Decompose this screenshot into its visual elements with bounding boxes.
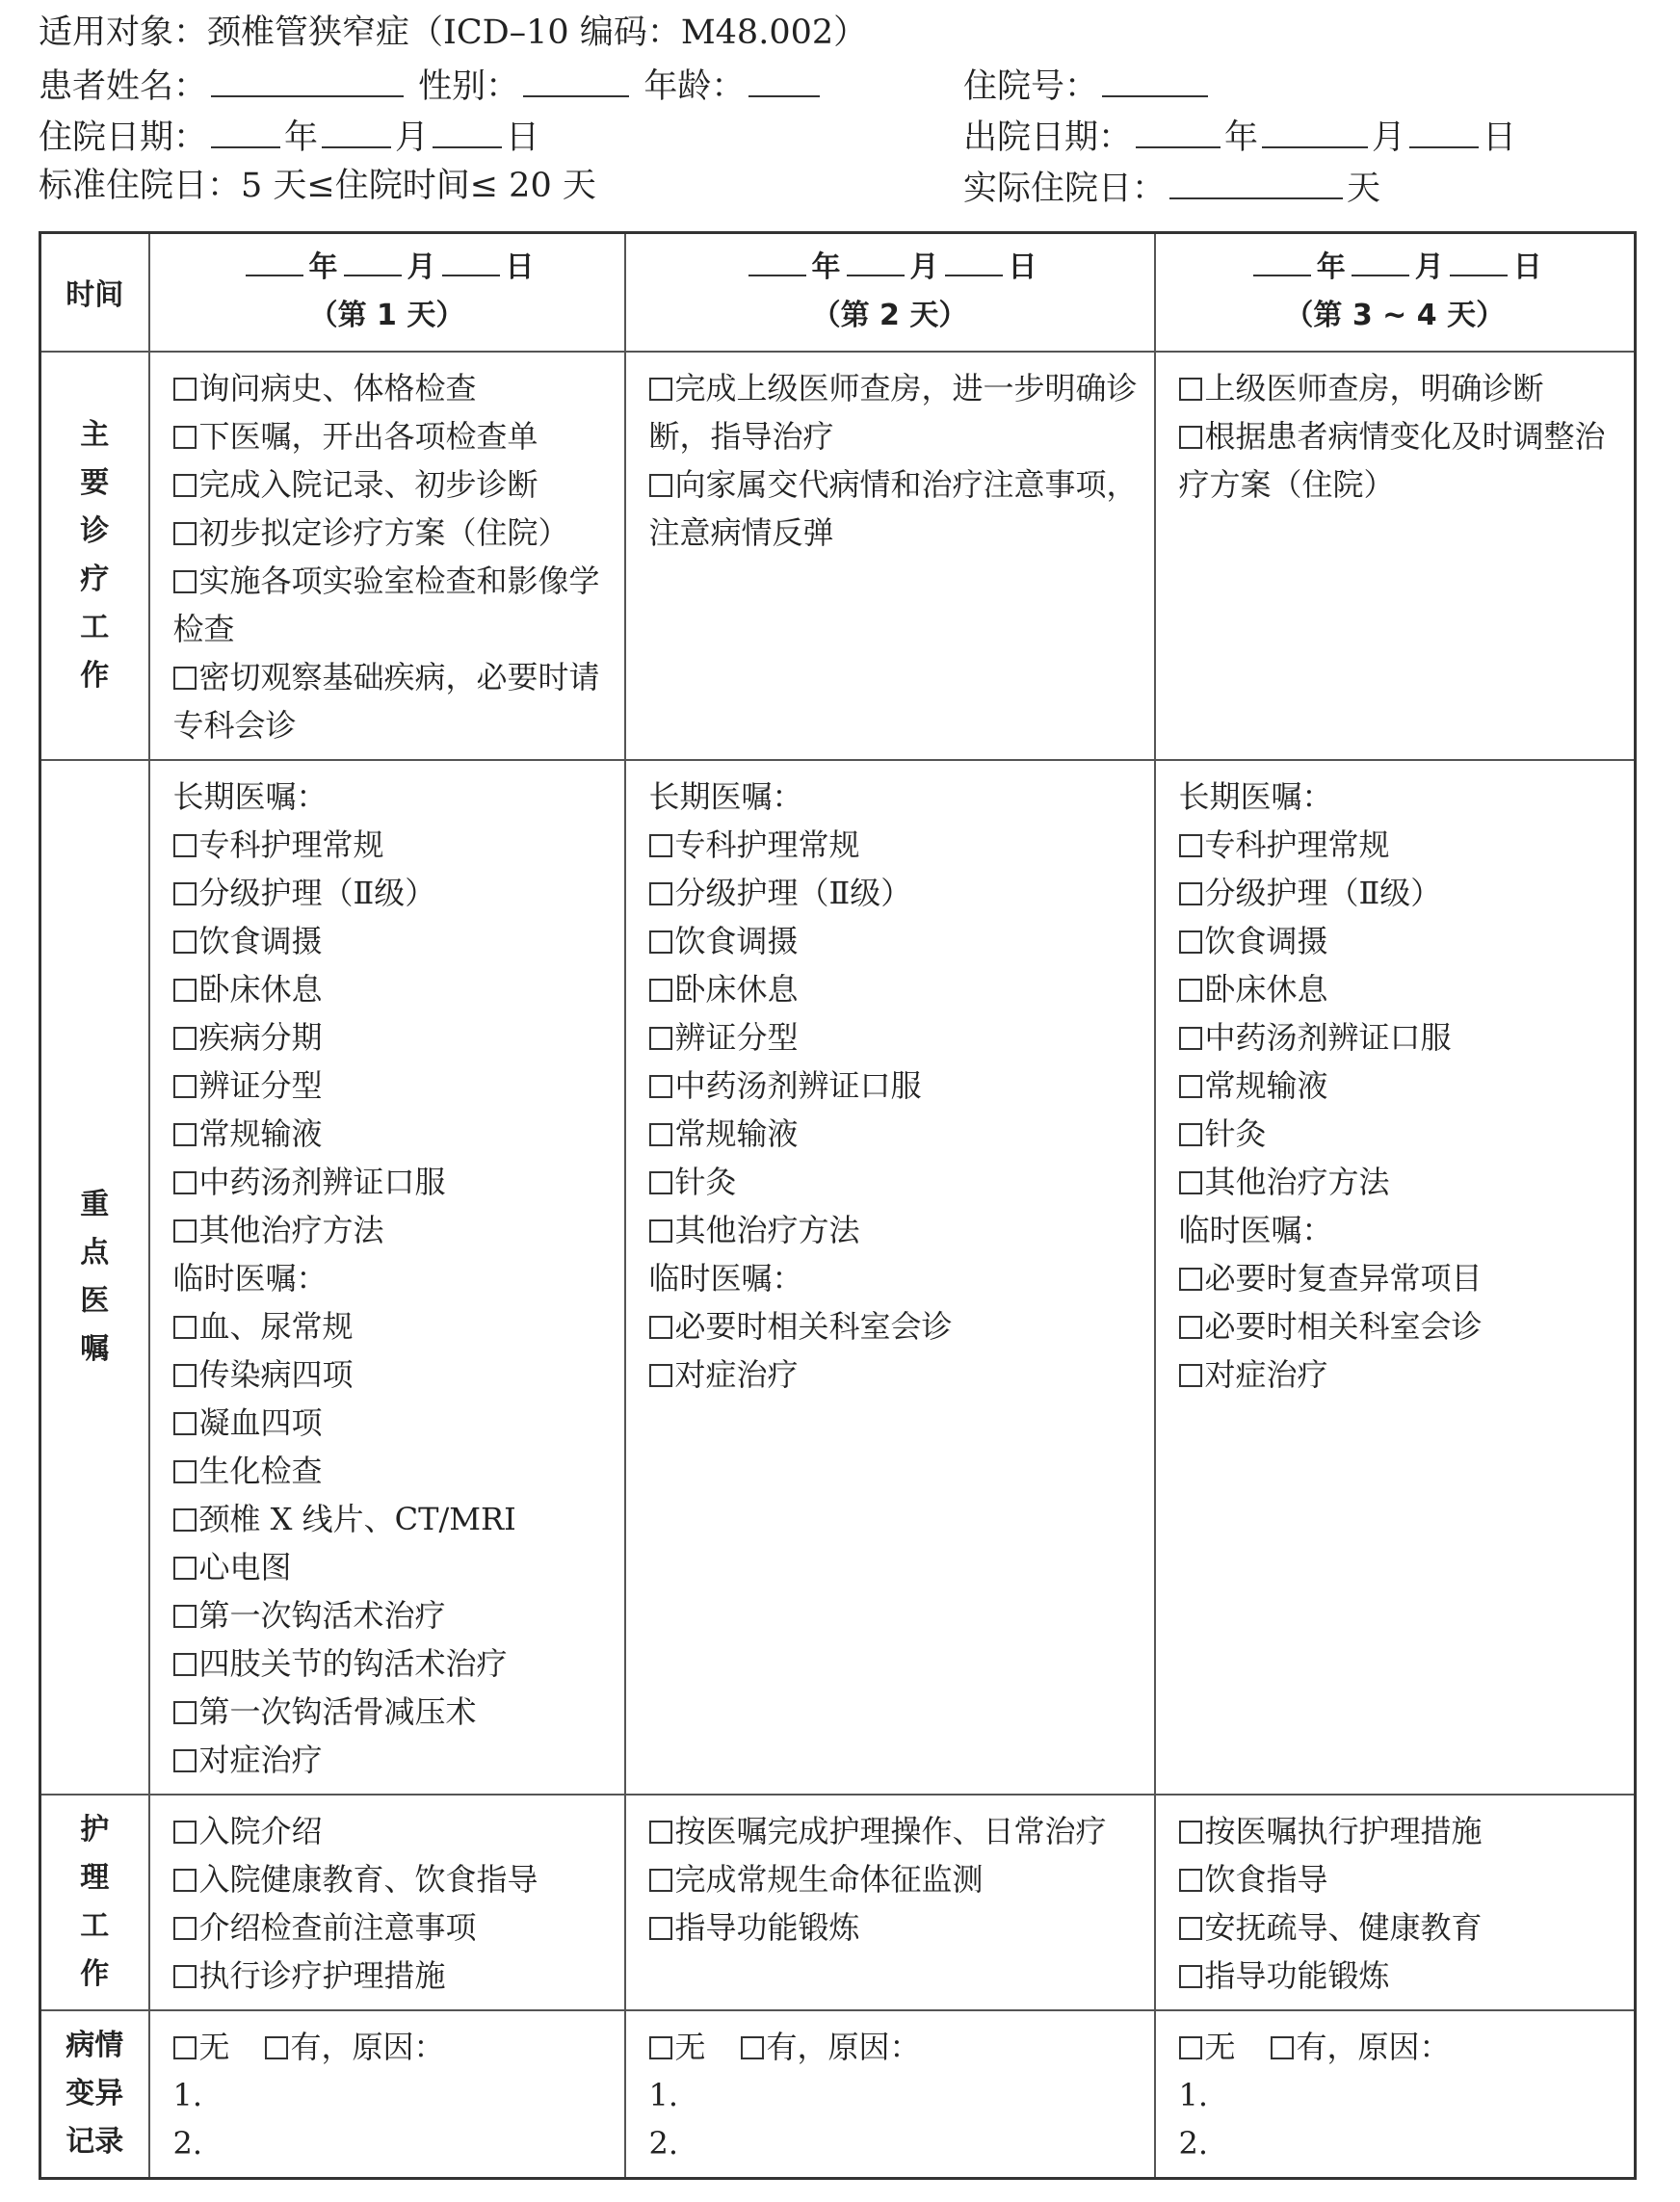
target-line: 适用对象：颈椎管狭窄症（ICD–10 编码：M48.002） (39, 13, 868, 52)
checkbox[interactable] (173, 1075, 197, 1098)
nursing-row (40, 1795, 1636, 2010)
form-header (39, 8, 1638, 212)
checkbox[interactable] (649, 378, 672, 401)
checkbox-none[interactable] (173, 2036, 197, 2059)
orders-day1: 长期医嘱： 专科护理常规 分级护理（Ⅱ级） 饮食调摄 卧床休息 疾病分期 辨证分型 常规输液 中药汤剂辨证口服 其他治疗方法 临时医嘱： 血、尿常规 传染病四项 凝血四项 生化检查 颈椎 X 线片、CT/MRI 心电图 第一次钩活术治疗 四肢关节的钩活术治疗 第一次钩活骨减压术 对症治疗 (149, 760, 625, 1795)
checkbox[interactable] (649, 1171, 672, 1194)
checkbox[interactable] (173, 1917, 197, 1940)
day2-label: （第 2 天） (811, 299, 968, 333)
orders-day3: 长期医嘱： 专科护理常规 分级护理（Ⅱ级） 饮食调摄 卧床休息 中药汤剂辨证口服 常规输液 针灸 其他治疗方法 临时医嘱： 必要时复查异常项目 必要时相关科室会诊 对症治疗 (1155, 760, 1636, 1795)
checkbox[interactable] (173, 1123, 197, 1146)
checkbox[interactable] (649, 1869, 672, 1892)
nursing-label: 护 理 工 作 (40, 1795, 149, 2010)
checkbox[interactable] (173, 1965, 197, 1988)
variation-label: 病情 变异 记录 (40, 2010, 149, 2179)
checkbox[interactable] (649, 1123, 672, 1146)
admit-month-field[interactable] (322, 110, 391, 148)
checkbox[interactable] (173, 1412, 197, 1435)
checkbox[interactable] (173, 1869, 197, 1892)
checkbox-yes[interactable] (265, 2036, 288, 2059)
actual-days-field[interactable] (1169, 161, 1343, 199)
nursing-day2: 按医嘱完成护理操作、日常治疗 完成常规生命体征监测 指导功能锻炼 (625, 1795, 1155, 2010)
checkbox[interactable] (1179, 1364, 1202, 1387)
actual-days-label: 实际住院日： (963, 170, 1167, 208)
time-row (40, 233, 1636, 352)
variation-day1: 无 有，原因： 1. 2. (149, 2010, 625, 2179)
discharge-day-field[interactable] (1409, 110, 1479, 148)
year-text: 年 (1224, 118, 1259, 157)
month-text: 月 (395, 118, 430, 157)
age-label: 年龄： (643, 67, 746, 106)
day-unit: 天 (1347, 170, 1381, 208)
checkbox[interactable] (173, 522, 197, 545)
orders-row (40, 760, 1636, 1795)
checkbox[interactable] (173, 1701, 197, 1724)
gender-label: 性别： (418, 67, 520, 106)
checkbox[interactable] (173, 834, 197, 857)
checkbox[interactable] (1179, 1075, 1202, 1098)
checkbox[interactable] (1179, 882, 1202, 905)
patient-name-label: 患者姓名： (39, 67, 208, 106)
checkbox[interactable] (1179, 1316, 1202, 1339)
checkbox[interactable] (649, 1821, 672, 1844)
day3-label: （第 3 ~ 4 天） (1284, 299, 1506, 333)
nursing-day1: 入院介绍 入院健康教育、饮食指导 介绍检查前注意事项 执行诊疗护理措施 (149, 1795, 625, 2010)
day-text: 日 (1483, 118, 1517, 157)
checkbox[interactable] (649, 979, 672, 1002)
checkbox[interactable] (649, 1364, 672, 1387)
checkbox[interactable] (1179, 378, 1202, 401)
checkbox[interactable] (1179, 1821, 1202, 1844)
checkbox[interactable] (1179, 1965, 1202, 1988)
checkbox[interactable] (649, 931, 672, 954)
checkbox[interactable] (173, 1171, 197, 1194)
checkbox[interactable] (649, 1917, 672, 1940)
checkbox[interactable] (173, 979, 197, 1002)
checkbox[interactable] (1179, 1268, 1202, 1291)
nursing-day3: 按医嘱执行护理措施 饮食指导 安抚疏导、健康教育 指导功能锻炼 (1155, 1795, 1636, 2010)
checkbox[interactable] (1179, 1123, 1202, 1146)
checkbox[interactable] (173, 667, 197, 690)
checkbox[interactable] (173, 931, 197, 954)
main-work-label: 主 要 诊 疗 工 作 (40, 352, 149, 760)
day1-header: 年 月 日 （第 1 天） (149, 233, 625, 352)
checkbox[interactable] (173, 570, 197, 593)
checkbox-none[interactable] (649, 2036, 672, 2059)
checkbox[interactable] (173, 426, 197, 449)
checkbox[interactable] (1179, 931, 1202, 954)
checkbox[interactable] (1179, 1869, 1202, 1892)
gender-field[interactable] (523, 59, 629, 97)
checkbox[interactable] (173, 1460, 197, 1483)
month-text: 月 (1372, 118, 1406, 157)
checkbox[interactable] (1179, 1027, 1202, 1050)
year-text: 年 (284, 118, 319, 157)
checkbox[interactable] (173, 1027, 197, 1050)
day-text: 日 (506, 118, 540, 157)
checkbox[interactable] (173, 1557, 197, 1580)
checkbox[interactable] (173, 1316, 197, 1339)
checkbox[interactable] (173, 474, 197, 497)
checkbox[interactable] (173, 1653, 197, 1676)
checkbox[interactable] (173, 1219, 197, 1243)
checkbox-yes[interactable] (741, 2036, 764, 2059)
orders-day2: 长期医嘱： 专科护理常规 分级护理（Ⅱ级） 饮食调摄 卧床休息 辨证分型 中药汤剂辨证口服 常规输液 针灸 其他治疗方法 临时医嘱： 必要时相关科室会诊 对症治疗 (625, 760, 1155, 1795)
checkbox[interactable] (649, 1316, 672, 1339)
checkbox[interactable] (173, 882, 197, 905)
checkbox[interactable] (173, 1508, 197, 1532)
admit-day-field[interactable] (433, 110, 502, 148)
variation-row (40, 2010, 1636, 2179)
admission-no-label: 住院号： (963, 67, 1099, 106)
day2-header: 年 月 日 （第 2 天） (625, 233, 1155, 352)
checkbox[interactable] (173, 1821, 197, 1844)
clinical-pathway-table (39, 231, 1637, 2180)
checkbox-yes[interactable] (1271, 2036, 1294, 2059)
checkbox[interactable] (1179, 834, 1202, 857)
age-field[interactable] (748, 59, 820, 97)
main-work-day2: 完成上级医师查房，进一步明确诊断，指导治疗 向家属交代病情和治疗注意事项，注意病情反弹 (625, 352, 1155, 760)
discharge-date-label: 出院日期： (963, 118, 1133, 157)
orders-label: 重 点 医 嘱 (40, 760, 149, 1795)
checkbox[interactable] (1179, 1917, 1202, 1940)
variation-day2: 无 有，原因： 1. 2. (625, 2010, 1155, 2179)
checkbox[interactable] (173, 1605, 197, 1628)
checkbox[interactable] (1179, 426, 1202, 449)
time-label: 时间 (40, 233, 149, 352)
day3-header: 年 月 日 （第 3 ~ 4 天） (1155, 233, 1636, 352)
checkbox[interactable] (649, 1075, 672, 1098)
checkbox[interactable] (1179, 1171, 1202, 1194)
standard-days: 标准住院日：5 天≤住院时间≤ 20 天 (39, 167, 596, 205)
checkbox[interactable] (649, 474, 672, 497)
discharge-month-field[interactable] (1262, 110, 1368, 148)
admit-date-label: 住院日期： (39, 118, 208, 157)
main-work-day1: 询问病史、体格检查 下医嘱，开出各项检查单 完成入院记录、初步诊断 初步拟定诊疗方案（住院） 实施各项实验室检查和影像学检查 密切观察基础疾病，必要时请专科会诊 (149, 352, 625, 760)
checkbox[interactable] (1179, 979, 1202, 1002)
checkbox[interactable] (649, 1027, 672, 1050)
admit-year-field[interactable] (211, 110, 280, 148)
checkbox[interactable] (173, 378, 197, 401)
patient-name-field[interactable] (211, 59, 404, 97)
checkbox[interactable] (173, 1364, 197, 1387)
discharge-year-field[interactable] (1136, 110, 1221, 148)
checkbox-none[interactable] (1179, 2036, 1202, 2059)
main-work-day3: 上级医师查房，明确诊断 根据患者病情变化及时调整治疗方案（住院） (1155, 352, 1636, 760)
variation-day3: 无 有，原因： 1. 2. (1155, 2010, 1636, 2179)
checkbox[interactable] (649, 1219, 672, 1243)
main-work-row (40, 352, 1636, 760)
checkbox[interactable] (649, 882, 672, 905)
admission-no-field[interactable] (1102, 59, 1208, 97)
checkbox[interactable] (649, 834, 672, 857)
day1-label: （第 1 天） (308, 299, 465, 333)
checkbox[interactable] (173, 1749, 197, 1772)
